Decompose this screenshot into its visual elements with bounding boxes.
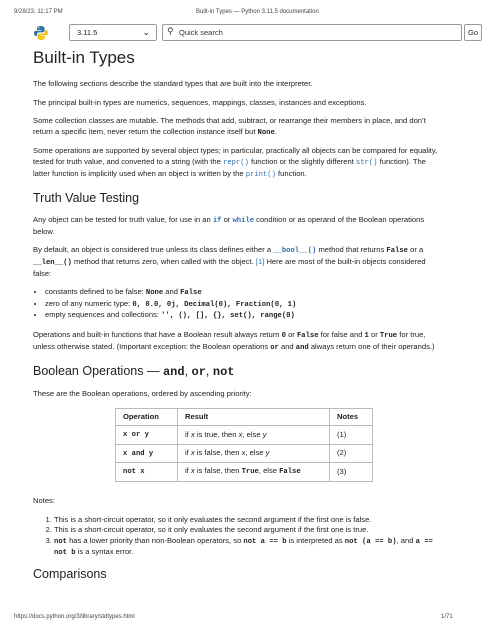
table-header: Notes: [330, 408, 373, 426]
table-cell: [330, 463, 373, 482]
list-item: • zero of any numeric type: 0, 0.0, 0j, Decimal(0), Fraction(0, 1): [45, 299, 443, 311]
truth-paragraph-1: Any object can be tested for truth value, for use in an if or while condition or as operand of the Boolean operations below.: [33, 215, 425, 236]
python-logo-icon[interactable]: [33, 25, 49, 41]
print-url: https://docs.python.org/3/library/stdtypes.html: [14, 614, 135, 620]
intro-paragraph-1: The following sections describe the standard types that are built into the interpreter.: [33, 79, 313, 88]
str-link[interactable]: str(): [355, 158, 378, 167]
list-item: 3. not has a lower priority than non-Boolean operators, so not a == b is interpreted as not (a == b), and a == not b is a syntax error.: [54, 536, 443, 559]
table-cell: [330, 426, 373, 445]
table-cell: if x is false, then True, else False: [178, 463, 330, 482]
print-page-title: Built-in Types — Python 3.11.5 documentation: [196, 9, 319, 15]
search-icon: ⚲: [167, 26, 174, 36]
intro-paragraph-3: Some collection classes are mutable. The methods that add, subtract, or rearrange their members in place, and don’t return a specific item, never return the collection instance itself but None.: [33, 116, 426, 137]
print-link[interactable]: print(): [245, 170, 276, 179]
table-row: [116, 444, 373, 463]
go-button[interactable]: Go: [464, 24, 482, 41]
list-item: 1. This is a short-circuit operator, so it only evaluates the second argument if the first one is false.: [54, 515, 443, 526]
version-select[interactable]: [69, 24, 157, 41]
comparisons-heading: Comparisons: [33, 567, 107, 582]
truth-paragraph-2: By default, an object is considered true unless its class defines either a __bool__() method that returns False or a __len__() method that returns zero, when called with the object. [1] Here are most of the built-in objects considered false:: [33, 245, 426, 278]
search-input[interactable]: [162, 24, 462, 41]
repr-link[interactable]: repr(): [222, 158, 249, 167]
table-header: Result: [178, 408, 330, 426]
version-value: 3.11.5: [77, 28, 98, 37]
table-cell: if x is true, then x, else y: [178, 426, 330, 445]
note-link[interactable]: (1): [337, 429, 347, 439]
intro-paragraph-2: The principal built-in types are numerics, sequences, mappings, classes, instances and exceptions.: [33, 97, 367, 107]
table-cell: not x: [116, 463, 178, 482]
print-page-count: 1/71: [441, 614, 453, 620]
list-item: • empty sequences and collections: '', (), [], {}, set(), range(0): [45, 310, 443, 322]
chevron-down-icon: ⌄: [142, 27, 150, 37]
note-link[interactable]: (2): [337, 448, 347, 458]
intro-paragraph-4: Some operations are supported by several object types; in particular, practically all objects can be compared for equality, tested for truth value, and converted to a string (with the repr() function or the slightly different str() function). The latter function is implicitly used when an object is written by the print() function.: [33, 146, 438, 179]
boolean-paragraph-1: These are the Boolean operations, ordered by ascending priority:: [33, 389, 252, 399]
len-link[interactable]: __len__(): [33, 258, 72, 267]
truth-heading: Truth Value Testing: [33, 191, 140, 206]
main-content: [33, 42, 443, 591]
table-header-row: [116, 408, 373, 426]
list-item: • constants defined to be false: None and False: [45, 287, 443, 299]
table-cell: x and y: [116, 444, 178, 463]
print-datetime: 9/28/23, 11:17 PM: [14, 9, 63, 15]
note-link[interactable]: (3): [337, 466, 347, 476]
boolean-heading: Boolean Operations — and, or, not: [33, 364, 235, 380]
table-cell: if x is false, then x, else y: [178, 444, 330, 463]
truth-paragraph-3: Operations and built-in functions that have a Boolean result always return 0 or False for false and 1 or True for true, unless otherwise stated. (Important exception: the Boolean operations or and and always return one of their operands.): [33, 329, 435, 352]
table-row: [116, 463, 373, 482]
page-title: Built-in Types: [33, 48, 135, 67]
footnote-link[interactable]: [1]: [255, 256, 265, 266]
table-header: Operation: [116, 408, 178, 426]
table-cell: [330, 444, 373, 463]
false-objects-list: [33, 287, 443, 322]
boolean-ops-table: [115, 408, 373, 482]
table-row: [116, 426, 373, 445]
search-placeholder: Quick search: [179, 28, 223, 37]
doc-topbar: [33, 23, 478, 43]
if-link[interactable]: if: [212, 217, 222, 226]
while-link[interactable]: while: [232, 217, 255, 226]
table-cell: x or y: [116, 426, 178, 445]
notes-list: [33, 515, 443, 559]
list-item: 2. This is a short-circuit operator, so it only evaluates the second argument if the first one is true.: [54, 525, 443, 536]
bool-link[interactable]: __bool__(): [273, 247, 317, 256]
notes-label: Notes:: [33, 496, 55, 506]
